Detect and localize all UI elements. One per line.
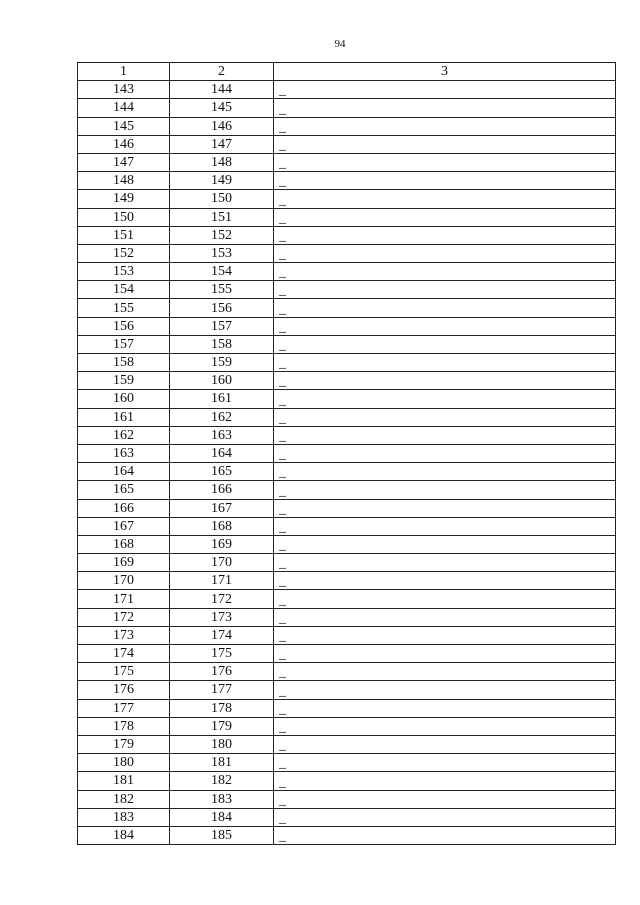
table-cell-col-2: 144	[170, 81, 274, 99]
table-cell-col-1: 168	[78, 535, 170, 553]
table-cell-col-1: 180	[78, 754, 170, 772]
table-cell-col-1: 178	[78, 717, 170, 735]
table-cell-col-1: 165	[78, 481, 170, 499]
table-cell-col-3: _	[274, 735, 616, 753]
table-cell-col-1: 147	[78, 153, 170, 171]
table-cell-col-3: _	[274, 135, 616, 153]
table-cell-col-3: _	[274, 354, 616, 372]
page-number: 94	[334, 38, 346, 50]
table-cell-col-1: 177	[78, 699, 170, 717]
table-cell-col-1: 149	[78, 190, 170, 208]
table-row	[78, 608, 616, 626]
table-cell-col-1: 173	[78, 626, 170, 644]
table-row	[78, 408, 616, 426]
table-cell-col-2: 145	[170, 99, 274, 117]
table-cell-col-1: 160	[78, 390, 170, 408]
table-row	[78, 335, 616, 353]
table-cell-col-1: 155	[78, 299, 170, 317]
table-cell-col-1: 166	[78, 499, 170, 517]
table-cell-col-3: _	[274, 335, 616, 353]
column-header-1: 1	[78, 63, 170, 81]
table-cell-col-2: 153	[170, 244, 274, 262]
table-cell-col-3: _	[274, 699, 616, 717]
table-cell-col-1: 145	[78, 117, 170, 135]
table-cell-col-1: 164	[78, 463, 170, 481]
table-cell-col-3: _	[274, 172, 616, 190]
table-cell-col-2: 167	[170, 499, 274, 517]
table-cell-col-1: 167	[78, 517, 170, 535]
table-cell-col-2: 173	[170, 608, 274, 626]
table-cell-col-1: 159	[78, 372, 170, 390]
table-cell-col-2: 170	[170, 554, 274, 572]
data-table	[77, 62, 616, 845]
table-row	[78, 735, 616, 753]
table-cell-col-3: _	[274, 426, 616, 444]
table-cell-col-3: _	[274, 808, 616, 826]
table-cell-col-1: 150	[78, 208, 170, 226]
table-row	[78, 244, 616, 262]
table-cell-col-3: _	[274, 717, 616, 735]
table-cell-col-2: 157	[170, 317, 274, 335]
table-cell-col-3: _	[274, 535, 616, 553]
table-cell-col-3: _	[274, 190, 616, 208]
table-cell-col-3: _	[274, 517, 616, 535]
table-cell-col-2: 177	[170, 681, 274, 699]
table-row	[78, 426, 616, 444]
header-row	[78, 63, 616, 81]
table-row	[78, 299, 616, 317]
table-cell-col-2: 166	[170, 481, 274, 499]
table-cell-col-2: 179	[170, 717, 274, 735]
table-row	[78, 663, 616, 681]
table-cell-col-3: _	[274, 208, 616, 226]
table-row	[78, 645, 616, 663]
table-row	[78, 117, 616, 135]
column-header-2: 2	[170, 63, 274, 81]
table-cell-col-1: 176	[78, 681, 170, 699]
table-cell-col-3: _	[274, 99, 616, 117]
table-cell-col-1: 153	[78, 263, 170, 281]
table-cell-col-3: _	[274, 790, 616, 808]
table-cell-col-3: _	[274, 481, 616, 499]
table-cell-col-1: 146	[78, 135, 170, 153]
table-cell-col-2: 164	[170, 444, 274, 462]
table-cell-col-2: 176	[170, 663, 274, 681]
table-row	[78, 572, 616, 590]
table-cell-col-3: _	[274, 554, 616, 572]
table-cell-col-2: 168	[170, 517, 274, 535]
table-cell-col-1: 158	[78, 354, 170, 372]
table-cell-col-2: 183	[170, 790, 274, 808]
table-cell-col-3: _	[274, 117, 616, 135]
table-cell-col-3: _	[274, 572, 616, 590]
table-cell-col-2: 174	[170, 626, 274, 644]
table-row	[78, 444, 616, 462]
table-cell-col-3: _	[274, 444, 616, 462]
table-cell-col-3: _	[274, 626, 616, 644]
table-row	[78, 81, 616, 99]
table-cell-col-3: _	[274, 244, 616, 262]
table-cell-col-2: 162	[170, 408, 274, 426]
table-cell-col-3: _	[274, 826, 616, 844]
table-cell-col-2: 154	[170, 263, 274, 281]
table-cell-col-2: 172	[170, 590, 274, 608]
table-cell-col-1: 184	[78, 826, 170, 844]
table-cell-col-2: 149	[170, 172, 274, 190]
table-cell-col-1: 162	[78, 426, 170, 444]
table-cell-col-2: 169	[170, 535, 274, 553]
table-cell-col-3: _	[274, 281, 616, 299]
table-row	[78, 717, 616, 735]
table-row	[78, 772, 616, 790]
table-cell-col-2: 181	[170, 754, 274, 772]
table-row	[78, 190, 616, 208]
table-row	[78, 681, 616, 699]
table-cell-col-2: 175	[170, 645, 274, 663]
table-cell-col-2: 158	[170, 335, 274, 353]
table-cell-col-2: 178	[170, 699, 274, 717]
table-cell-col-1: 171	[78, 590, 170, 608]
table-cell-col-2: 151	[170, 208, 274, 226]
table-cell-col-1: 169	[78, 554, 170, 572]
table-cell-col-3: _	[274, 372, 616, 390]
table-cell-col-2: 165	[170, 463, 274, 481]
table-row	[78, 99, 616, 117]
table-row	[78, 699, 616, 717]
table-cell-col-1: 157	[78, 335, 170, 353]
table-cell-col-1: 156	[78, 317, 170, 335]
table-cell-col-1: 161	[78, 408, 170, 426]
table-cell-col-1: 151	[78, 226, 170, 244]
table-cell-col-3: _	[274, 81, 616, 99]
table-row	[78, 354, 616, 372]
table-cell-col-3: _	[274, 390, 616, 408]
table-cell-col-2: 161	[170, 390, 274, 408]
table-row	[78, 554, 616, 572]
table-cell-col-1: 175	[78, 663, 170, 681]
table-row	[78, 517, 616, 535]
table-cell-col-2: 159	[170, 354, 274, 372]
table-cell-col-3: _	[274, 499, 616, 517]
table-cell-col-1: 163	[78, 444, 170, 462]
table-cell-col-2: 152	[170, 226, 274, 244]
table-cell-col-3: _	[274, 772, 616, 790]
table-cell-col-3: _	[274, 226, 616, 244]
table-cell-col-2: 184	[170, 808, 274, 826]
table-cell-col-2: 182	[170, 772, 274, 790]
table-cell-col-1: 152	[78, 244, 170, 262]
table-cell-col-3: _	[274, 590, 616, 608]
table-cell-col-1: 143	[78, 81, 170, 99]
table-cell-col-1: 183	[78, 808, 170, 826]
table-cell-col-1: 182	[78, 790, 170, 808]
table-row	[78, 390, 616, 408]
table-cell-col-1: 144	[78, 99, 170, 117]
table-cell-col-1: 154	[78, 281, 170, 299]
table-row	[78, 790, 616, 808]
table-cell-col-3: _	[274, 263, 616, 281]
table-cell-col-1: 170	[78, 572, 170, 590]
table-cell-col-2: 171	[170, 572, 274, 590]
table-cell-col-2: 147	[170, 135, 274, 153]
table-row	[78, 826, 616, 844]
table-row	[78, 226, 616, 244]
table-cell-col-3: _	[274, 663, 616, 681]
table-row	[78, 626, 616, 644]
table-row	[78, 153, 616, 171]
table-cell-col-2: 160	[170, 372, 274, 390]
table-cell-col-3: _	[274, 408, 616, 426]
table-cell-col-2: 156	[170, 299, 274, 317]
table-cell-col-2: 155	[170, 281, 274, 299]
table-row	[78, 481, 616, 499]
table-cell-col-1: 174	[78, 645, 170, 663]
table-row	[78, 463, 616, 481]
table-cell-col-2: 185	[170, 826, 274, 844]
table-cell-col-1: 179	[78, 735, 170, 753]
table-cell-col-2: 163	[170, 426, 274, 444]
table-cell-col-3: _	[274, 608, 616, 626]
table-body	[78, 81, 616, 845]
table-row	[78, 208, 616, 226]
table-row	[78, 135, 616, 153]
table-row	[78, 172, 616, 190]
table-row	[78, 372, 616, 390]
table-cell-col-3: _	[274, 299, 616, 317]
table-row	[78, 263, 616, 281]
table-cell-col-2: 150	[170, 190, 274, 208]
table-row	[78, 535, 616, 553]
table-cell-col-2: 146	[170, 117, 274, 135]
table-row	[78, 590, 616, 608]
table-cell-col-3: _	[274, 681, 616, 699]
table-cell-col-3: _	[274, 463, 616, 481]
table-cell-col-2: 180	[170, 735, 274, 753]
table-row	[78, 281, 616, 299]
table-cell-col-2: 148	[170, 153, 274, 171]
table-cell-col-3: _	[274, 645, 616, 663]
table-cell-col-3: _	[274, 153, 616, 171]
table-row	[78, 499, 616, 517]
table-cell-col-1: 148	[78, 172, 170, 190]
table-cell-col-3: _	[274, 754, 616, 772]
table-cell-col-3: _	[274, 317, 616, 335]
table-cell-col-1: 172	[78, 608, 170, 626]
column-header-3: 3	[274, 63, 616, 81]
table-row	[78, 754, 616, 772]
table-cell-col-1: 181	[78, 772, 170, 790]
table-row	[78, 808, 616, 826]
table-row	[78, 317, 616, 335]
